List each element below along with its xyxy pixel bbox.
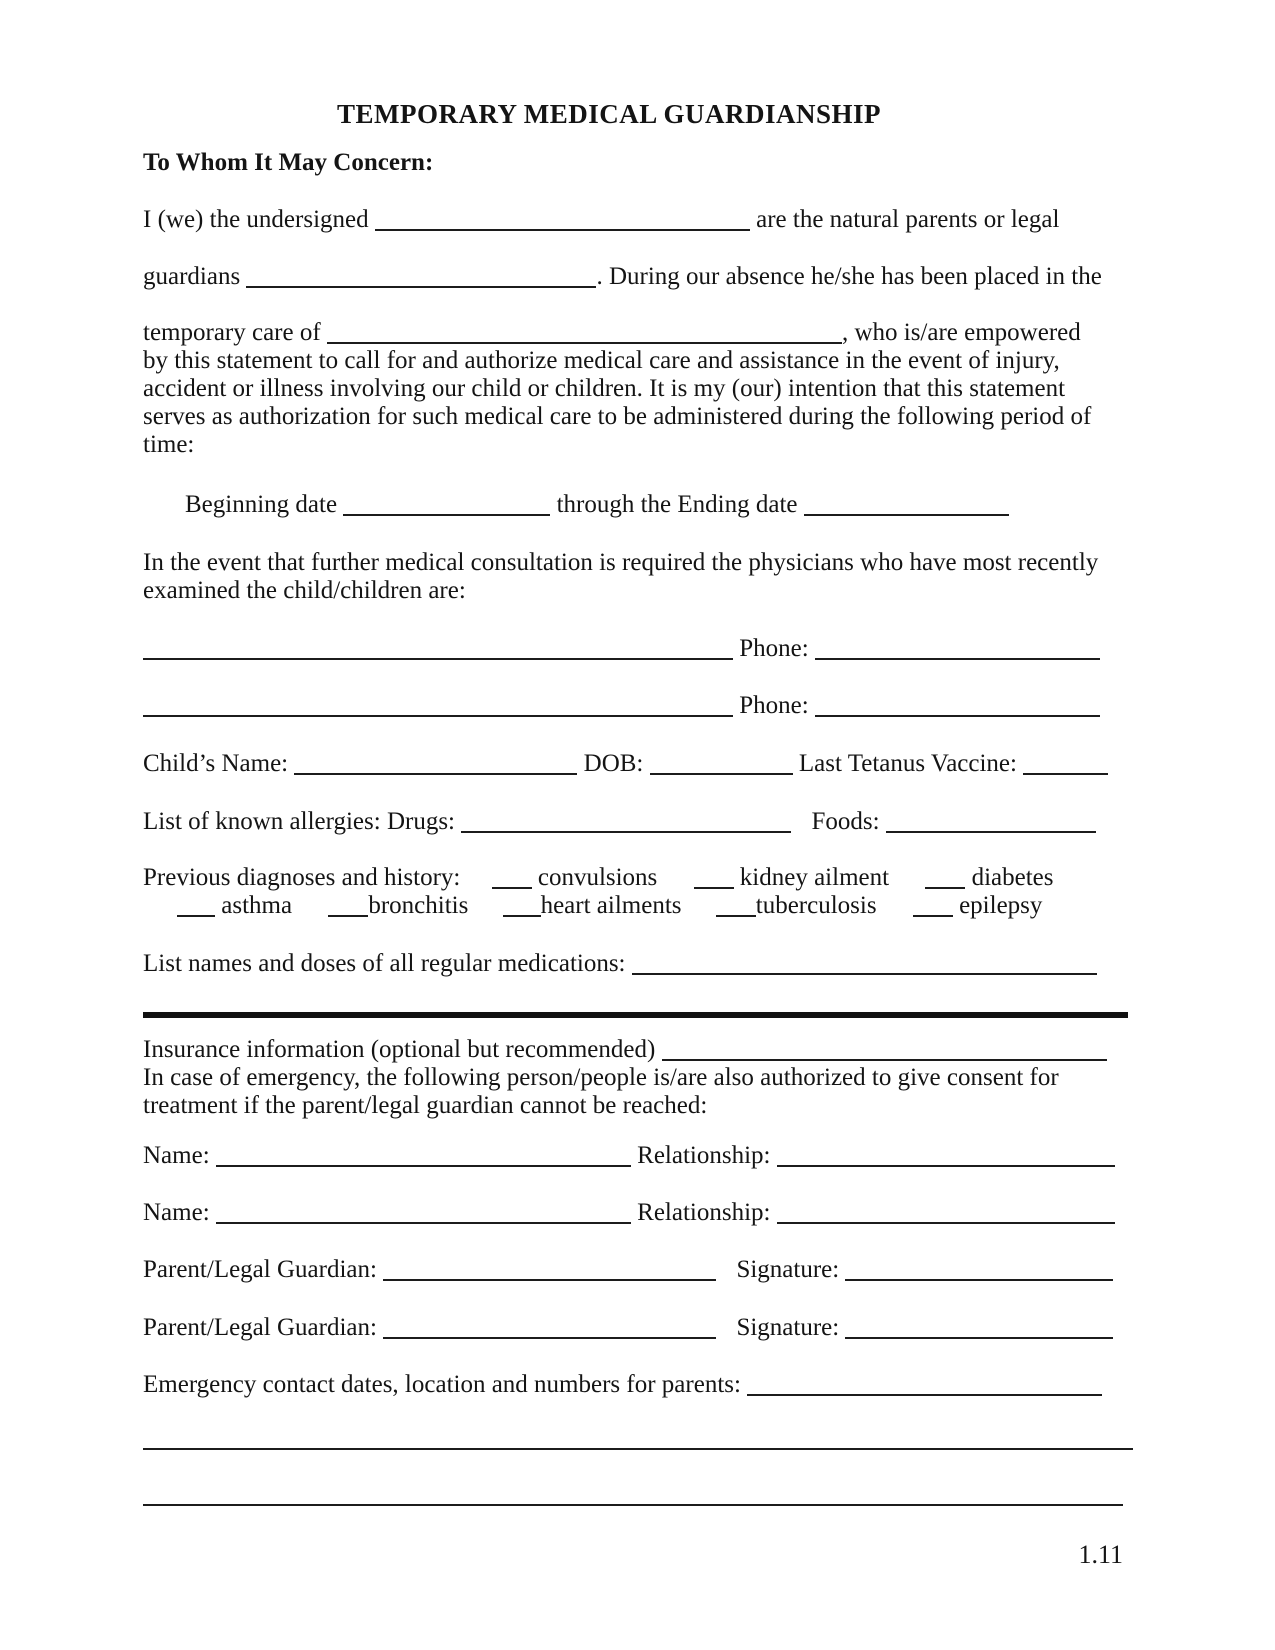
tuberculosis-label: tuberculosis bbox=[755, 892, 877, 919]
heart-ailments-blank bbox=[503, 895, 541, 917]
intro-text-line: serves as authorization for such medical care to be administered during the following period of bbox=[143, 403, 1092, 430]
signature-label: Signature: bbox=[736, 1256, 840, 1283]
undersigned-blank bbox=[375, 209, 750, 231]
page-title: TEMPORARY MEDICAL GUARDIANSHIP bbox=[336, 99, 882, 129]
relationship-label: Relationship: bbox=[637, 1142, 771, 1169]
tetanus-blank bbox=[1023, 753, 1108, 775]
child-name-label: Child’s Name: bbox=[143, 750, 289, 777]
undersigned-label: I (we) the undersigned bbox=[143, 206, 369, 233]
medications-label: List names and doses of all regular medications: bbox=[143, 950, 626, 977]
phone-label: Phone: bbox=[739, 635, 809, 662]
continuation-blank bbox=[143, 1484, 1123, 1506]
guardian-label: Parent/Legal Guardian: bbox=[143, 1314, 377, 1341]
kidney-ailment-blank bbox=[694, 867, 734, 889]
intro-text-line: by this statement to call for and authorize medical care and assistance in the event of injury, bbox=[143, 347, 1060, 374]
contact-name-line-1 bbox=[143, 1142, 1115, 1170]
ending-date-blank bbox=[804, 494, 1009, 516]
temporary-care-label: temporary care of bbox=[143, 319, 321, 346]
relationship-blank bbox=[777, 1145, 1115, 1167]
epilepsy-blank bbox=[913, 895, 953, 917]
bronchitis-blank bbox=[328, 895, 368, 917]
consent-text-line: In case of emergency, the following person/people is/are also authorized to give consent for bbox=[143, 1064, 1059, 1091]
name-label: Name: bbox=[143, 1142, 210, 1169]
name-label: Name: bbox=[143, 1199, 210, 1226]
name-blank bbox=[216, 1202, 631, 1224]
section-divider bbox=[143, 1012, 1128, 1018]
tuberculosis-blank bbox=[716, 895, 756, 917]
intro-text-line: time: bbox=[143, 431, 195, 458]
medications-line bbox=[143, 950, 1097, 978]
epilepsy-label: epilepsy bbox=[959, 892, 1043, 919]
emergency-contact-blank bbox=[747, 1374, 1102, 1396]
emergency-contact-line bbox=[143, 1371, 1102, 1399]
physician-name-blank bbox=[143, 638, 733, 660]
phone-blank bbox=[815, 695, 1100, 717]
guardian-name-blank bbox=[383, 1317, 716, 1339]
dob-blank bbox=[650, 753, 793, 775]
temporary-care-post: , who is/are empowered bbox=[841, 319, 1081, 346]
continuation-blank bbox=[143, 1428, 1133, 1450]
relationship-label: Relationship: bbox=[637, 1199, 771, 1226]
child-name-blank bbox=[294, 753, 577, 775]
guardians-line bbox=[143, 263, 1102, 291]
emergency-contact-label: Emergency contact dates, location and numbers for parents: bbox=[143, 1371, 741, 1398]
kidney-ailment-label: kidney ailment bbox=[739, 864, 890, 891]
medications-blank bbox=[632, 953, 1097, 975]
salutation: To Whom It May Concern: bbox=[143, 149, 434, 176]
dob-label: DOB: bbox=[583, 750, 644, 777]
bronchitis-label: bronchitis bbox=[368, 892, 469, 919]
allergies-drugs-label: List of known allergies: Drugs: bbox=[143, 808, 455, 835]
continuation-line-2 bbox=[143, 1481, 1123, 1509]
phone-blank bbox=[815, 638, 1100, 660]
guardian-signature-line-2 bbox=[143, 1314, 1113, 1342]
beginning-date-blank bbox=[343, 494, 550, 516]
physicians-intro-line: In the event that further medical consultation is required the physicians who have most recently bbox=[143, 549, 1099, 576]
physician-line-1 bbox=[143, 635, 1100, 663]
guardian-signature-line-1 bbox=[143, 1256, 1113, 1284]
guardians-label: guardians bbox=[143, 263, 241, 290]
asthma-label: asthma bbox=[221, 892, 293, 919]
guardian-name-blank bbox=[383, 1259, 716, 1281]
dates-line bbox=[185, 491, 1009, 519]
foods-label: Foods: bbox=[811, 808, 880, 835]
page-number: 1.11 bbox=[1078, 1540, 1123, 1569]
phone-label: Phone: bbox=[739, 692, 809, 719]
undersigned-line bbox=[143, 206, 1059, 234]
convulsions-blank bbox=[492, 867, 532, 889]
drugs-blank bbox=[461, 811, 791, 833]
insurance-label: Insurance information (optional but recommended) bbox=[143, 1036, 656, 1063]
diabetes-label: diabetes bbox=[971, 864, 1054, 891]
guardians-post: . During our absence he/she has been placed in the bbox=[596, 263, 1102, 290]
continuation-line-1 bbox=[143, 1425, 1133, 1453]
child-info-line bbox=[143, 750, 1108, 778]
physicians-intro-line: examined the child/children are: bbox=[143, 577, 466, 604]
diagnoses-line-2 bbox=[177, 892, 1042, 920]
heart-ailments-label: heart ailments bbox=[540, 892, 682, 919]
physician-name-blank bbox=[143, 695, 733, 717]
tetanus-label: Last Tetanus Vaccine: bbox=[798, 750, 1017, 777]
temporary-care-blank bbox=[327, 322, 842, 344]
physician-line-2 bbox=[143, 692, 1100, 720]
asthma-blank bbox=[177, 895, 215, 917]
signature-label: Signature: bbox=[736, 1314, 840, 1341]
ending-date-label: through the Ending date bbox=[556, 491, 798, 518]
consent-text-line: treatment if the parent/legal guardian cannot be reached: bbox=[143, 1092, 708, 1119]
diagnoses-label: Previous diagnoses and history: bbox=[143, 864, 461, 891]
beginning-date-label: Beginning date bbox=[185, 491, 338, 518]
guardian-label: Parent/Legal Guardian: bbox=[143, 1256, 377, 1283]
relationship-blank bbox=[777, 1202, 1115, 1224]
insurance-blank bbox=[662, 1039, 1107, 1061]
guardians-blank bbox=[246, 266, 596, 288]
foods-blank bbox=[886, 811, 1096, 833]
convulsions-label: convulsions bbox=[537, 864, 658, 891]
allergies-line bbox=[143, 808, 1096, 836]
name-blank bbox=[216, 1145, 631, 1167]
intro-text-line: accident or illness involving our child or children. It is my (our) intention that this statement bbox=[143, 375, 1066, 402]
signature-blank bbox=[845, 1259, 1113, 1281]
temporary-care-line bbox=[143, 319, 1081, 347]
diabetes-blank bbox=[925, 867, 965, 889]
undersigned-post: are the natural parents or legal bbox=[756, 206, 1060, 233]
insurance-line bbox=[143, 1036, 1107, 1064]
diagnoses-line-1 bbox=[143, 864, 1054, 892]
signature-blank bbox=[845, 1317, 1113, 1339]
contact-name-line-2 bbox=[143, 1199, 1115, 1227]
